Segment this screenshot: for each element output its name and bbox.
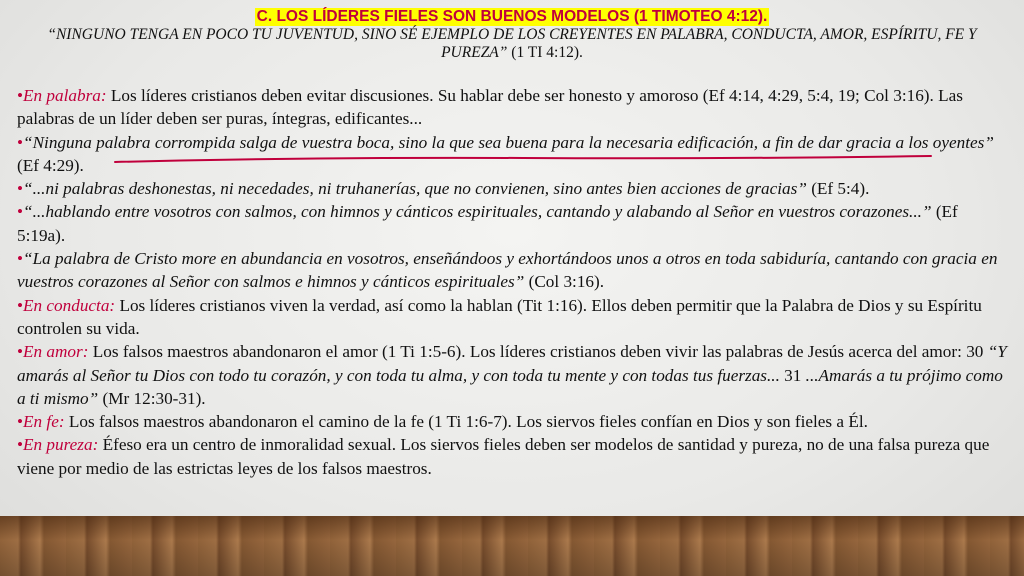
bullet: •	[17, 295, 24, 315]
bullet: •	[17, 202, 24, 222]
list-item-quote-ef-5-4	[17, 177, 1007, 200]
list-item-amor	[17, 340, 1007, 410]
item-verse-number: 31	[779, 365, 806, 385]
item-text: Los líderes cristianos deben evitar discusiones. Su hablar debe ser honesto y amoroso (Ef 4:14, 4:29, 5:4, 19; Col 3:16). Las palabras de un líder deben ser puras, íntegras, edificantes...	[17, 86, 963, 129]
list-item-quote-col-3-16	[17, 247, 1007, 294]
title-verse-text: “NINGUNO TENGA EN POCO TU JUVENTUD, SINO SÉ EJEMPLO DE LOS CREYENTES EN PALABRA, CONDUCTA, AMOR, ESPÍRITU, FE Y PUREZA”	[47, 26, 977, 61]
item-ref: (Mr 12:30-31).	[98, 388, 206, 408]
title-verse	[0, 26, 1024, 62]
item-ref: (Col 3:16).	[524, 272, 605, 292]
item-quote: “La palabra de Cristo more en abundancia en vosotros, enseñándoos y exhortándoos unos a otros en toda sabiduría, cantando con gracia en vuestros corazones al Señor con salmos e himnos y cánticos espirituales”	[17, 249, 998, 292]
slide-title	[0, 8, 1024, 62]
title-verse-ref: (1 TI 4:12).	[507, 44, 583, 61]
item-quote: “Y amarás al Señor tu Dios con todo tu corazón, y con toda tu alma, y con toda tu mente y con todas tus fuerzas...	[17, 342, 1007, 385]
item-quote-2: ...Amarás a tu prójimo como a ti mismo”	[17, 365, 1003, 408]
list-item-conducta	[17, 294, 1007, 341]
list-item-quote-ef-5-19	[17, 200, 1007, 247]
item-keyword: En conducta:	[23, 295, 116, 315]
item-quote: “...hablando entre vosotros con salmos, con himnos y cánticos espirituales, cantando y alabando al Señor en vuestros corazones...”	[23, 202, 932, 222]
item-keyword: En amor:	[23, 342, 89, 362]
item-ref: (Ef 5:4).	[806, 179, 870, 199]
item-ref: (Ef 4:29).	[17, 155, 84, 175]
list-item-pureza	[17, 433, 1007, 480]
bullet: •	[17, 412, 24, 432]
item-keyword: En palabra:	[23, 86, 107, 105]
item-text: Los falsos maestros abandonaron el amor (1 Ti 1:5-6). Los líderes cristianos deben vivir las palabras de Jesús acerca del amor: 30	[88, 342, 988, 362]
bullet: •	[17, 249, 24, 269]
item-ref: (Ef 5:19a).	[17, 202, 958, 245]
item-text: Los líderes cristianos viven la verdad, así como la hablan (Tit 1:16). Ellos deben permitir que la Palabra de Dios y su Espíritu controlen su vida.	[17, 295, 982, 338]
list-item-fe	[17, 410, 1007, 433]
bullet: •	[17, 86, 24, 105]
title-heading: C. LOS LÍDERES FIELES SON BUENOS MODELOS (1 TIMOTEO 4:12).	[256, 8, 768, 25]
bullet: •	[17, 179, 24, 199]
list-item-quote-ef-4-29	[17, 131, 1007, 178]
item-keyword: En pureza:	[23, 435, 99, 455]
wood-floor-decoration	[0, 516, 1024, 576]
item-quote: “Ninguna palabra corrompida salga de vuestra boca, sino la que sea buena para la necesaria edificación, a fin de dar gracia a los oyentes”	[23, 132, 994, 152]
item-text: Éfeso era un centro de inmoralidad sexual. Los siervos fieles deben ser modelos de santidad y pureza, no de una falsa pureza que viene por medio de las estrictas leyes de los falsos maestros.	[17, 435, 990, 478]
bullet: •	[17, 132, 24, 152]
bullet: •	[17, 342, 24, 362]
item-keyword: En fe:	[23, 412, 65, 432]
bullet-list	[17, 84, 1007, 480]
item-quote: “...ni palabras deshonestas, ni necedades, ni truhanerías, que no convienen, sino antes bien acciones de gracias”	[23, 179, 807, 199]
item-text: Los falsos maestros abandonaron el camino de la fe (1 Ti 1:6-7). Los siervos fieles confían en Dios y son fieles a Él.	[64, 412, 868, 432]
list-item-palabra	[17, 84, 1007, 131]
bullet: •	[17, 435, 24, 455]
